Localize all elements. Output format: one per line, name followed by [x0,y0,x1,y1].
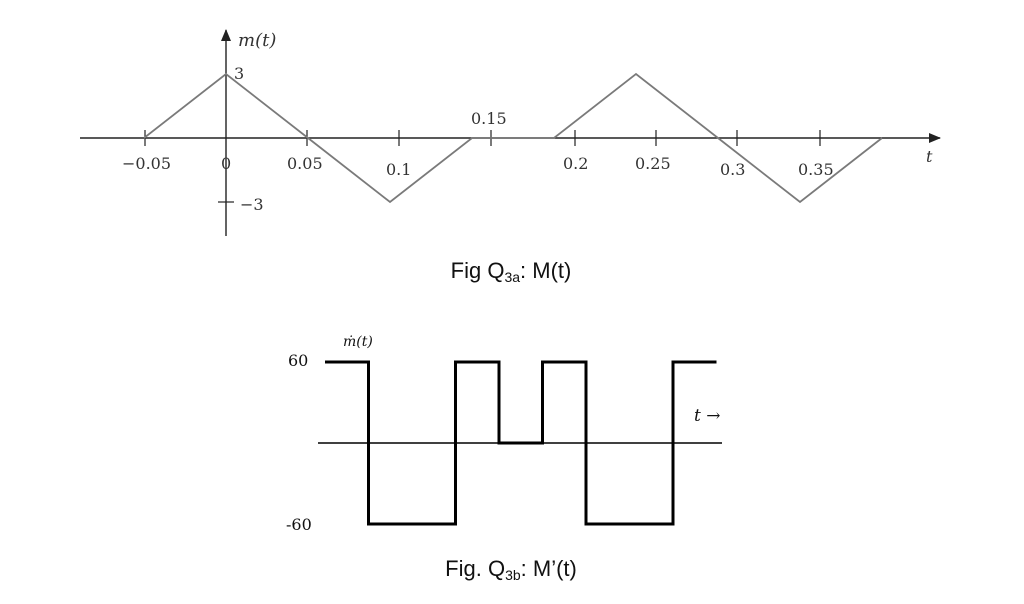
fig-a-xtick-label: 0.05 [287,154,323,173]
fig-b-caption-prefix: Fig. Q [445,556,506,581]
fig-b-ytick-label-neg60: -60 [286,515,312,534]
fig-a-x-axis-label: t [926,147,933,166]
fig-b-y-axis-label: ṁ(t) [343,334,373,350]
fig-a-xtick-label: 0.1 [386,160,412,179]
fig-a-y-axis-label: m(t) [238,30,277,51]
fig-a-xtick-label: 0.35 [798,160,834,179]
fig-a-xtick-label: 0.2 [563,154,589,173]
fig-a-caption-sub: 3a [504,269,521,285]
figure-a [80,30,940,285]
fig-a-xtick-label: 0 [221,154,232,173]
fig-a-ytick-label-neg3: −3 [240,195,264,214]
figure-b [286,334,722,583]
fig-a-caption [451,258,572,285]
fig-a-xtick-label: −0.05 [122,154,172,173]
fig-a-ytick-label-3: 3 [234,64,245,83]
fig-a-xtick-label: 0.15 [471,109,507,128]
fig-b-x-axis-label: t → [694,406,721,426]
fig-b-caption-sub: 3b [505,567,521,583]
fig-b-caption [445,556,577,583]
fig-b-ytick-label-60: 60 [288,351,309,370]
fig-a-caption-suffix: : M(t) [520,258,572,283]
fig-a-caption-prefix: Fig Q [450,258,505,283]
fig-a-xtick-label: 0.3 [720,160,746,179]
fig-b-caption-suffix: : M’(t) [520,556,577,581]
fig-a-xtick-label: 0.25 [635,154,671,173]
